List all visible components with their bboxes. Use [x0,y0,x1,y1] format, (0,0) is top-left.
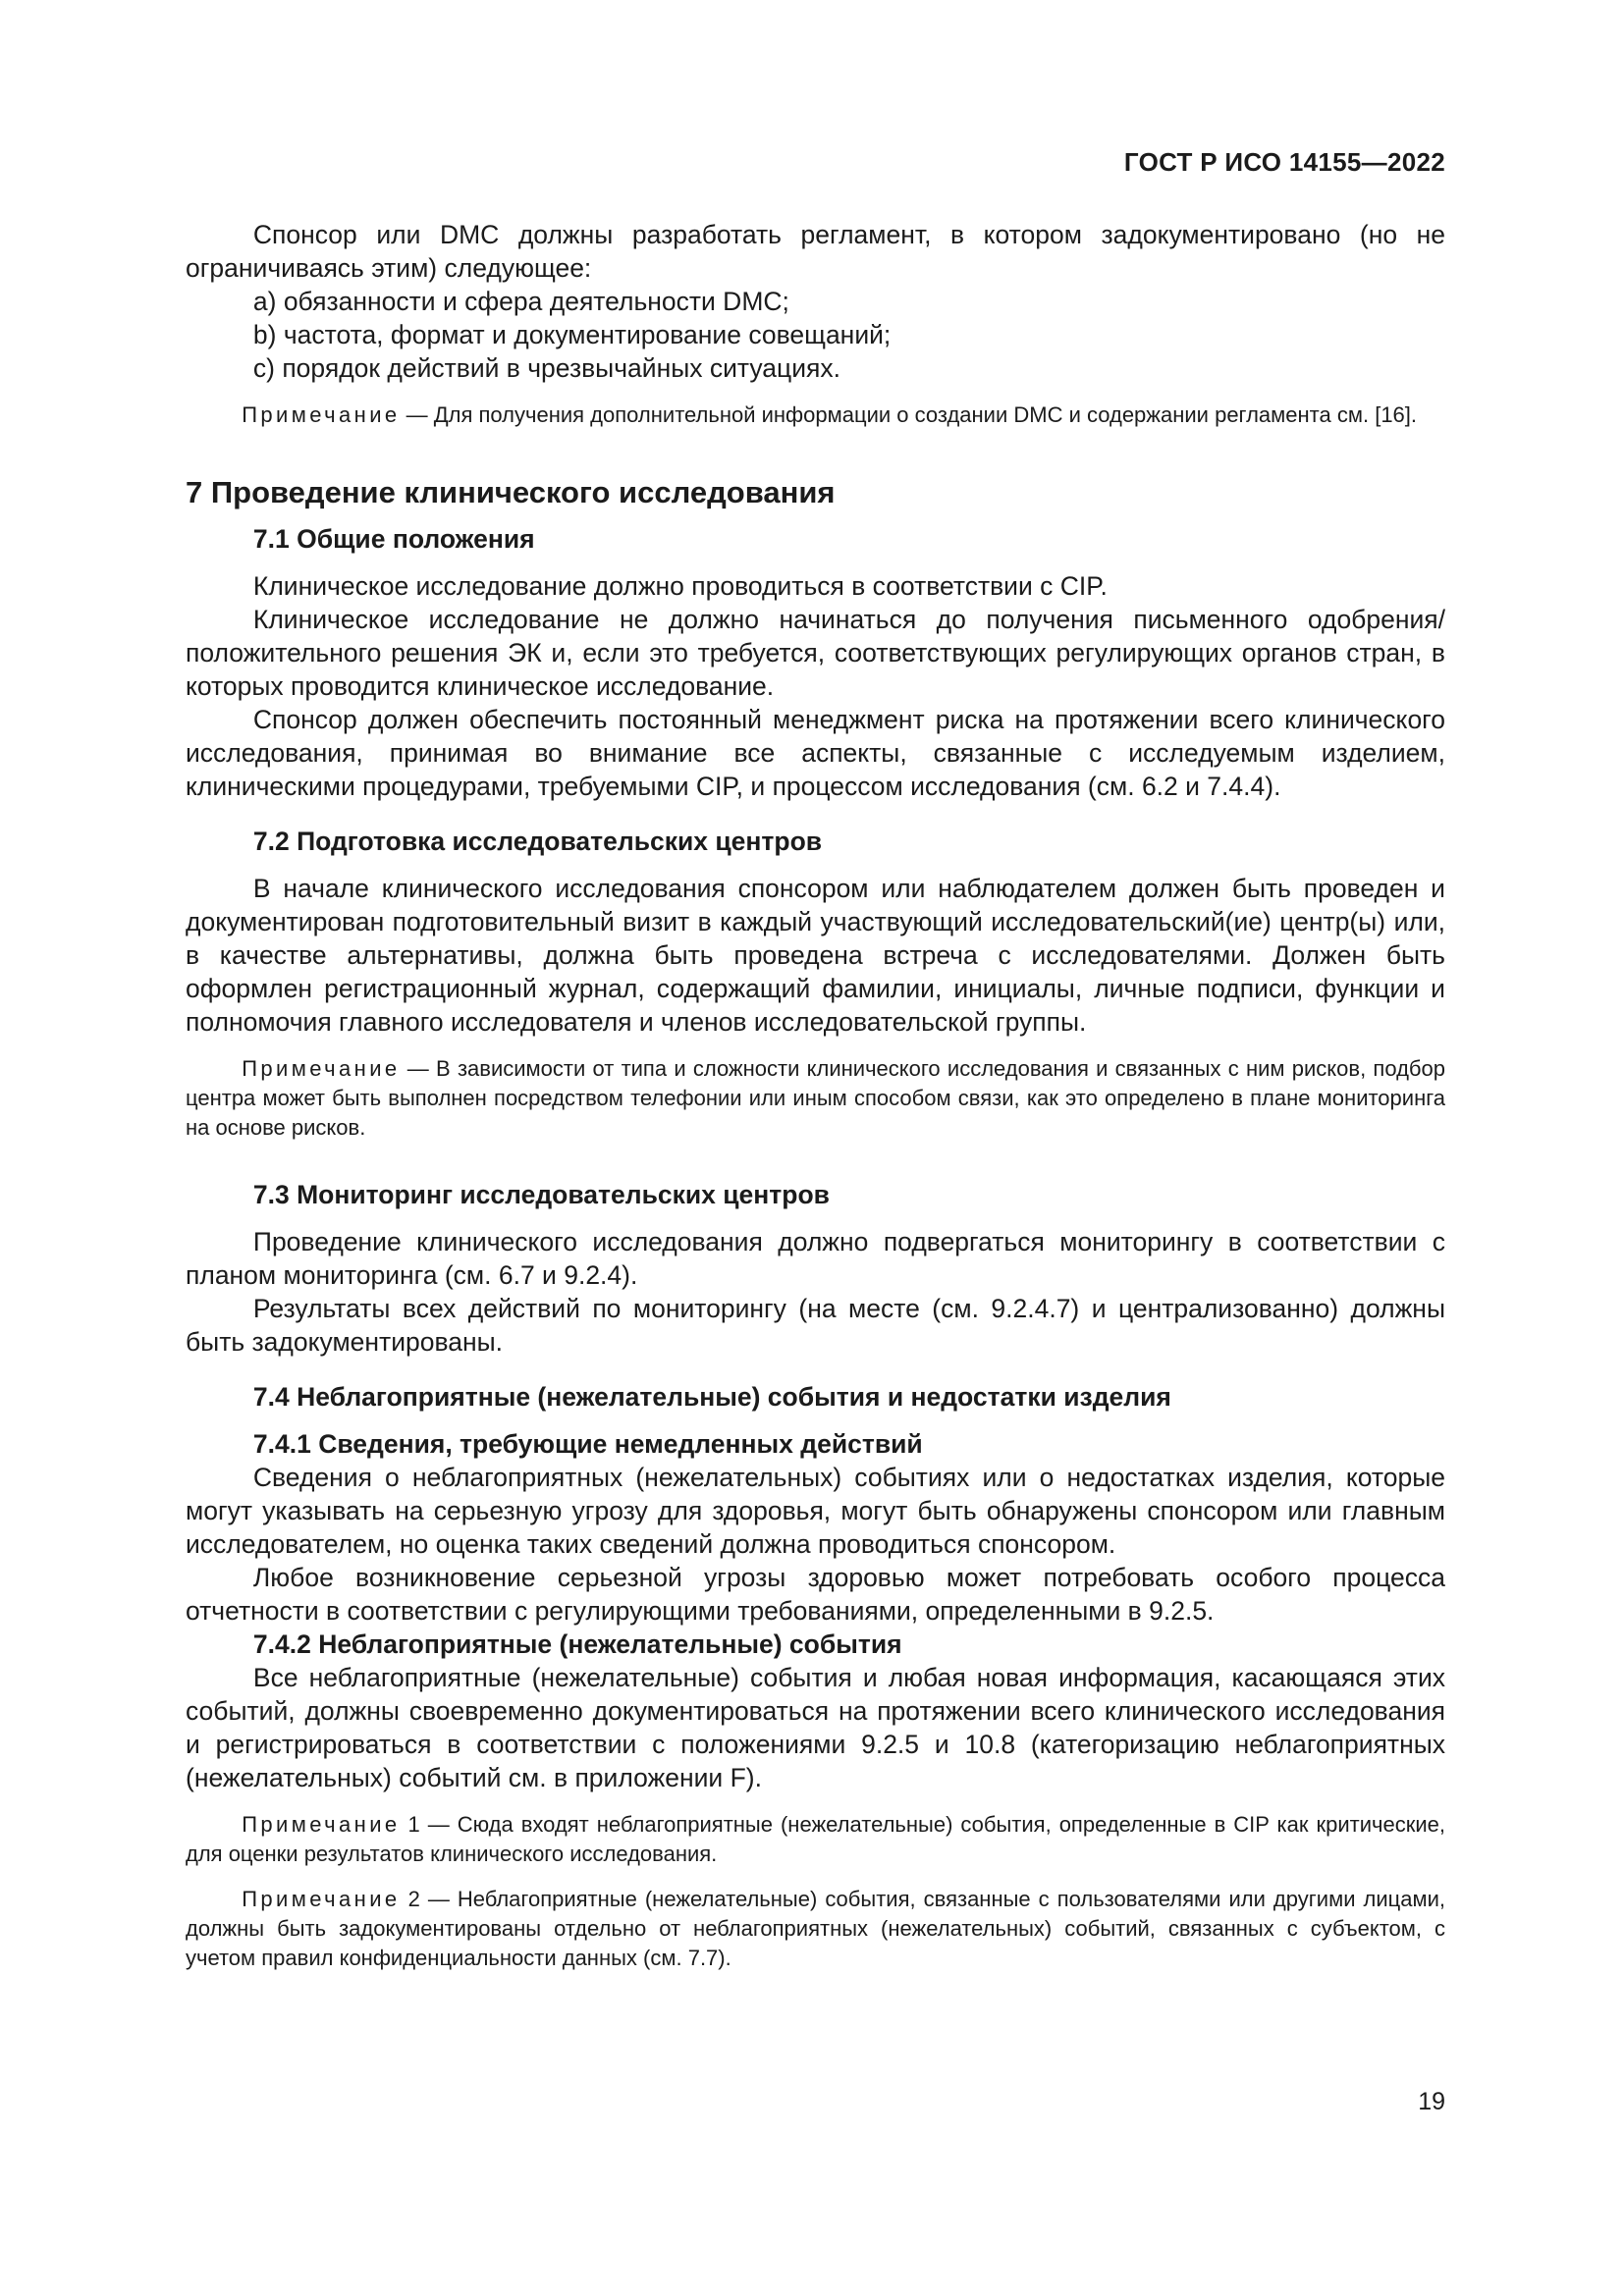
note-2 [186,1885,1445,1973]
note-site-selection [186,1054,1445,1143]
note-text: — В зависимости от типа и сложности клинического исследования и связанных с ним рисков, подбор центра может быть выполнен посредством телефонии или иным способом связи, как это определено в плане мониторинга на основе рисков. [186,1056,1445,1140]
paragraph: Клиническое исследование не должно начинаться до получения письменного одобрения/положительного решения ЭК и, если это требуется, соответствующих регулирующих органов стран, в которых проводится клиническое исследование. [186,605,1445,701]
note-label: Примечание [242,402,401,427]
section-7-3-title: 7.3 Мониторинг исследовательских центров [252,1180,830,1209]
section-7-4-1-title: 7.4.1 Сведения, требующие немедленных действий [252,1429,923,1459]
note-text: — Для получения дополнительной информации о создании DMC и содержании регламента см. [16]. [400,402,1418,427]
note-1 [186,1810,1445,1869]
page-content [186,218,1445,1973]
section-7-1-title: 7.1 Общие положения [252,524,535,554]
paragraph: Клиническое исследование должно проводиться в соответствии с CIP. [252,571,1108,601]
paragraph: В начале клинического исследования спонсором или наблюдателем должен быть проведен и документирован подготовительный визит в каждый участвующий исследовательский(ие) центр(ы) или, в качестве альтернативы, должна быть проведена встреча с исследователями. Должен быть оформлен регистрационный журнал, содержащий фамилии, инициалы, личные подписи, функции и полномочия главного исследователя и членов исследовательской группы. [186,874,1445,1037]
section-7-4-title: 7.4 Неблагоприятные (нежелательные) события и недостатки изделия [252,1382,1171,1412]
note-text: 2 — Неблагоприятные (нежелательные) события, связанные с пользователями или другими лицами, должны быть задокументированы отдельно от неблагоприятных (нежелательных) событий, связанных с субъектом, с учетом правил конфиденциальности данных (см. 7.7). [186,1887,1445,1970]
section-7-4-2-title: 7.4.2 Неблагоприятные (нежелательные) события [252,1629,902,1659]
paragraph: Результаты всех действий по мониторингу (на месте (см. 9.2.4.7) и централизованно) должны быть задокументированы. [186,1294,1445,1357]
list-item: b) частота, формат и документирование совещаний; [252,320,892,349]
note-label: Примечание [242,1887,401,1911]
paragraph: Спонсор должен обеспечить постоянный менеджмент риска на протяжении всего клинического исследования, принимая во внимание все аспекты, связанные с исследуемым изделием, клиническими процедурами, требуемыми CIP, и процессом исследования (см. 6.2 и 7.4.4). [186,705,1445,801]
note-label: Примечание [242,1056,401,1081]
section-7-2-title: 7.2 Подготовка исследовательских центров [252,827,823,856]
duties-list [186,285,1445,385]
intro-paragraph: Спонсор или DMC должны разработать регламент, в котором задокументировано (но не ограничиваясь этим) следующее: [186,220,1445,283]
note-dmc [186,400,1445,430]
paragraph: Все неблагоприятные (нежелательные) события и любая новая информация, касающаяся этих событий, должны своевременно документироваться на протяжении всего клинического исследования и регистрироваться в соответствии с положениями 9.2.5 и 10.8 (категоризацию неблагоприятных (нежелательных) событий см. в приложении F). [186,1663,1445,1792]
paragraph: Проведение клинического исследования должно подвергаться мониторингу в соответствии с планом мониторинга (см. 6.7 и 9.2.4). [186,1227,1445,1290]
note-label: Примечание [242,1812,401,1837]
section-7-title: 7 Проведение клинического исследования [186,475,836,509]
paragraph: Любое возникновение серьезной угрозы здоровью может потребовать особого процесса отчетности в соответствии с регулирующими требованиями, определенными в 9.2.5. [186,1563,1445,1626]
paragraph: Сведения о неблагоприятных (нежелательных) событиях или о недостатках изделия, которые могут указывать на серьезную угрозу для здоровья, могут быть обнаружены спонсором или главным исследователем, но оценка таких сведений должна проводиться спонсором. [186,1463,1445,1559]
document-header: ГОСТ Р ИСО 14155—2022 [1123,147,1445,177]
list-item: a) обязанности и сфера деятельности DMC; [252,287,789,316]
list-item: c) порядок действий в чрезвычайных ситуациях. [252,353,840,383]
page-number: 19 [1418,2088,1445,2115]
note-text: 1 — Сюда входят неблагоприятные (нежелательные) события, определенные в CIP как критические, для оценки результатов клинического исследования. [186,1812,1445,1866]
